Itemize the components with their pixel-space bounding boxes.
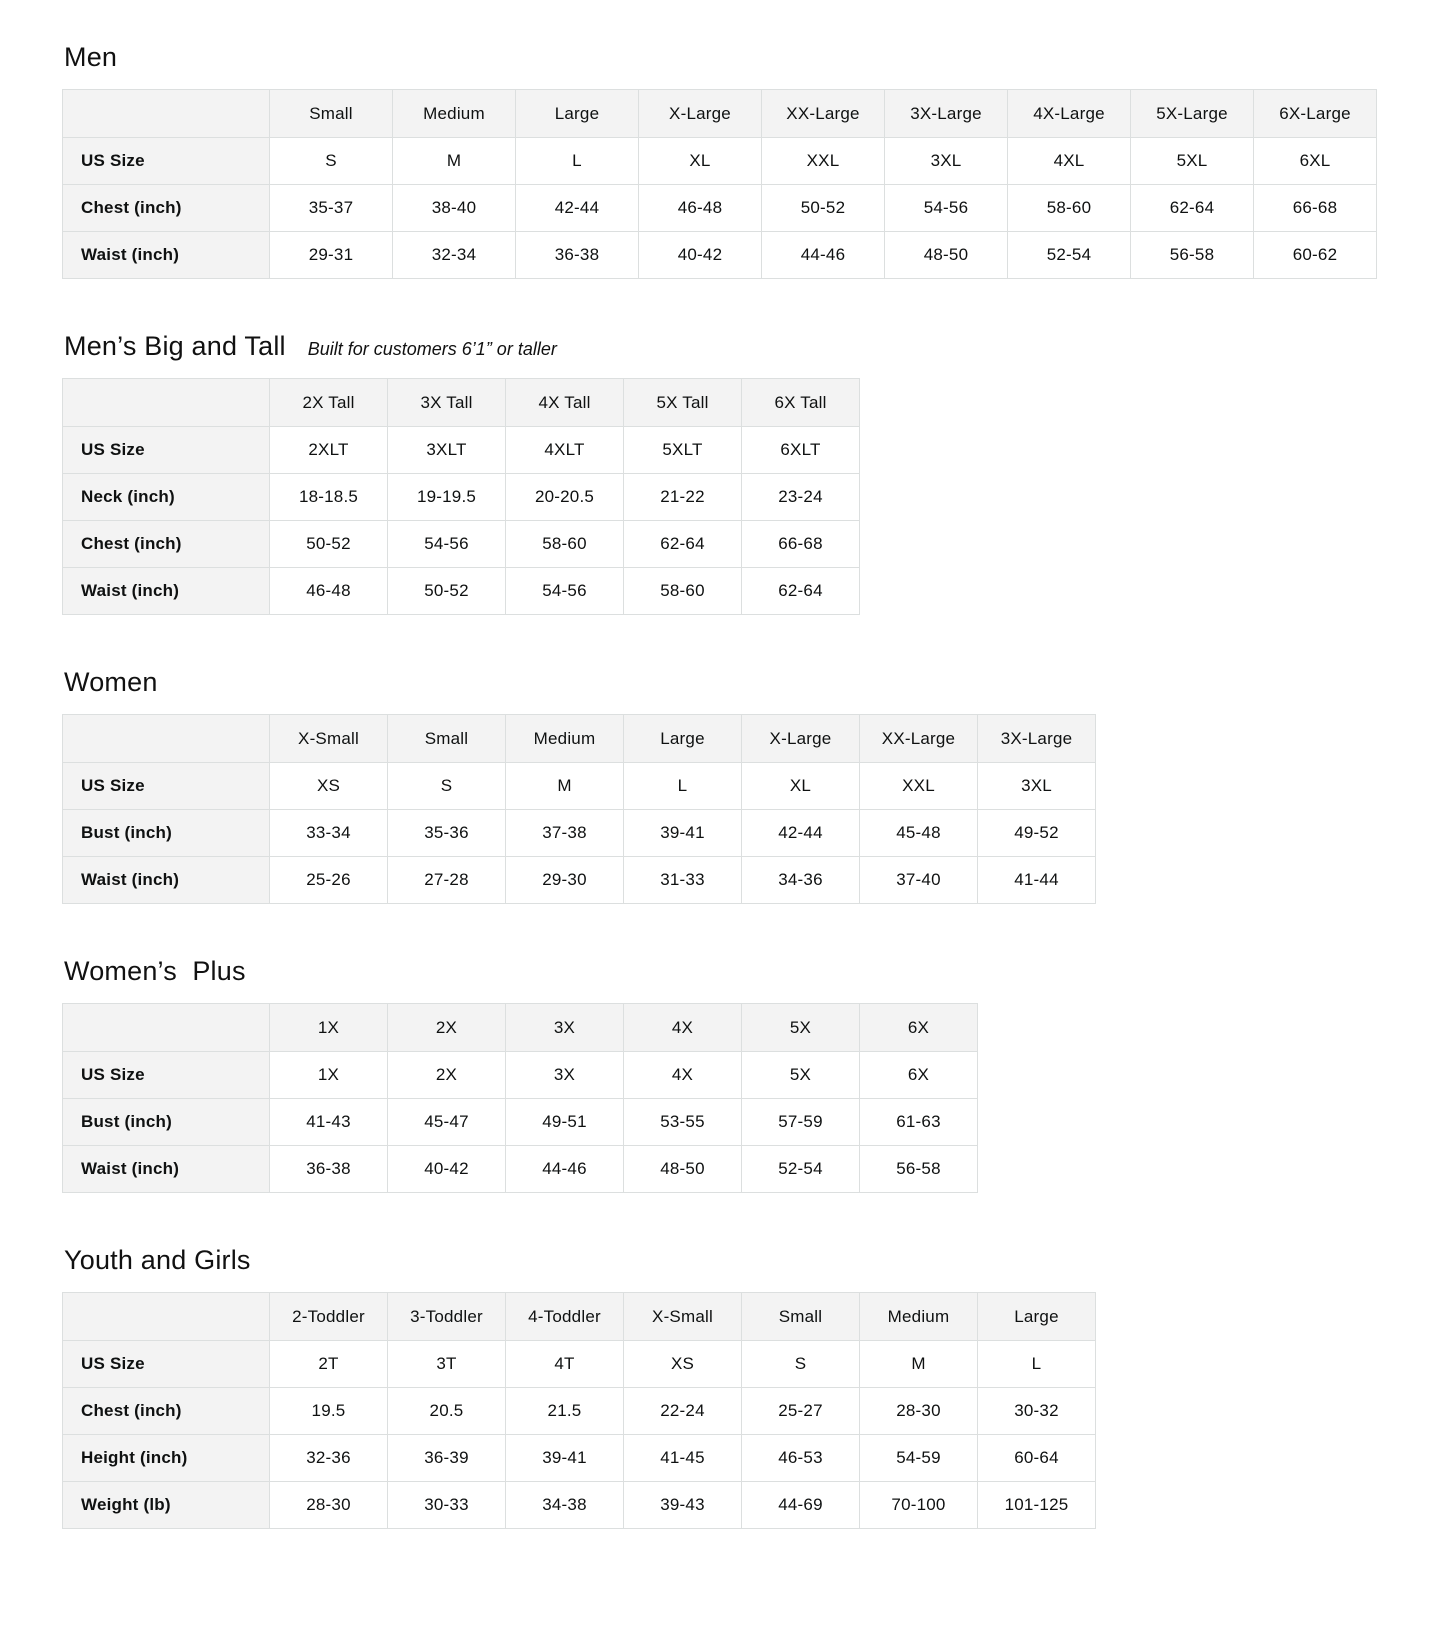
- column-header: 6X-Large: [1254, 90, 1377, 138]
- section-heading-womens-plus: [64, 954, 1425, 989]
- size-cell: 46-48: [270, 568, 388, 615]
- size-cell: 38-40: [393, 185, 516, 232]
- column-header: X-Small: [270, 715, 388, 763]
- size-cell: 20.5: [388, 1388, 506, 1435]
- column-header-row: [63, 1004, 978, 1052]
- size-cell: 44-69: [742, 1482, 860, 1529]
- size-cell: 61-63: [860, 1099, 978, 1146]
- size-cell: 70-100: [860, 1482, 978, 1529]
- size-cell: 54-59: [860, 1435, 978, 1482]
- column-header: Small: [388, 715, 506, 763]
- table-row: [63, 1146, 978, 1193]
- size-cell: 46-48: [639, 185, 762, 232]
- size-cell: 57-59: [742, 1099, 860, 1146]
- corner-cell: [63, 715, 270, 763]
- size-cell: 29-31: [270, 232, 393, 279]
- row-label: Waist (inch): [63, 857, 270, 904]
- size-cell: 22-24: [624, 1388, 742, 1435]
- column-header: 3X-Large: [978, 715, 1096, 763]
- row-label: US Size: [63, 1341, 270, 1388]
- size-cell: 37-38: [506, 810, 624, 857]
- column-header: X-Large: [639, 90, 762, 138]
- size-cell: 4XL: [1008, 138, 1131, 185]
- size-cell: 3X: [506, 1052, 624, 1099]
- size-cell: M: [860, 1341, 978, 1388]
- row-label: US Size: [63, 427, 270, 474]
- corner-cell: [63, 90, 270, 138]
- size-cell: 50-52: [388, 568, 506, 615]
- size-cell: 45-48: [860, 810, 978, 857]
- size-cell: 3T: [388, 1341, 506, 1388]
- size-section-womens-plus: [62, 954, 1425, 1193]
- size-cell: 32-34: [393, 232, 516, 279]
- size-cell: 19.5: [270, 1388, 388, 1435]
- size-cell: 29-30: [506, 857, 624, 904]
- table-row: [63, 521, 860, 568]
- column-header: 6X Tall: [742, 379, 860, 427]
- column-header-row: [63, 1293, 1096, 1341]
- size-cell: 60-64: [978, 1435, 1096, 1482]
- size-cell: XL: [742, 763, 860, 810]
- size-cell: 34-38: [506, 1482, 624, 1529]
- size-cell: 5XLT: [624, 427, 742, 474]
- size-cell: 48-50: [885, 232, 1008, 279]
- size-cell: 66-68: [742, 521, 860, 568]
- size-cell: 18-18.5: [270, 474, 388, 521]
- size-cell: 48-50: [624, 1146, 742, 1193]
- size-cell: 56-58: [1131, 232, 1254, 279]
- table-row: [63, 138, 1377, 185]
- column-header: 3-Toddler: [388, 1293, 506, 1341]
- column-header: Small: [742, 1293, 860, 1341]
- size-cell: 101-125: [978, 1482, 1096, 1529]
- size-cell: S: [270, 138, 393, 185]
- size-cell: 19-19.5: [388, 474, 506, 521]
- table-row: [63, 857, 1096, 904]
- table-row: [63, 427, 860, 474]
- column-header: 4-Toddler: [506, 1293, 624, 1341]
- size-cell: 3XL: [978, 763, 1096, 810]
- womens-plus-size-table: [62, 1003, 978, 1193]
- size-cell: 6X: [860, 1052, 978, 1099]
- size-cell: S: [742, 1341, 860, 1388]
- size-cell: 52-54: [1008, 232, 1131, 279]
- section-title: Men: [64, 42, 118, 72]
- size-cell: 54-56: [388, 521, 506, 568]
- column-header: 3X: [506, 1004, 624, 1052]
- size-cell: 36-39: [388, 1435, 506, 1482]
- size-cell: 4XLT: [506, 427, 624, 474]
- column-header: Large: [624, 715, 742, 763]
- size-cell: 21-22: [624, 474, 742, 521]
- column-header: Medium: [860, 1293, 978, 1341]
- section-title: Women: [64, 667, 158, 698]
- size-cell: 62-64: [624, 521, 742, 568]
- size-cell: 28-30: [860, 1388, 978, 1435]
- size-cell: 3XL: [885, 138, 1008, 185]
- size-cell: 30-33: [388, 1482, 506, 1529]
- section-title: Women’s Plus: [64, 956, 246, 987]
- size-cell: 40-42: [639, 232, 762, 279]
- size-cell: 27-28: [388, 857, 506, 904]
- size-cell: 58-60: [1008, 185, 1131, 232]
- size-cell: 32-36: [270, 1435, 388, 1482]
- size-cell: 56-58: [860, 1146, 978, 1193]
- column-header: Medium: [393, 90, 516, 138]
- column-header: 1X: [270, 1004, 388, 1052]
- size-cell: L: [624, 763, 742, 810]
- size-cell: 23-24: [742, 474, 860, 521]
- size-cell: 46-53: [742, 1435, 860, 1482]
- size-cell: 4T: [506, 1341, 624, 1388]
- row-label: Height (inch): [63, 1435, 270, 1482]
- column-header-row: [63, 379, 860, 427]
- table-row: [63, 1482, 1096, 1529]
- row-label: US Size: [63, 763, 270, 810]
- size-cell: 25-27: [742, 1388, 860, 1435]
- section-subtitle: Built for customers 6’1” or taller: [307, 339, 557, 360]
- mens-big-and-tall-size-table: [62, 378, 860, 615]
- size-cell: 34-36: [742, 857, 860, 904]
- section-heading-women: [64, 665, 1425, 700]
- column-header: 5X-Large: [1131, 90, 1254, 138]
- size-cell: 41-43: [270, 1099, 388, 1146]
- size-cell: 62-64: [1131, 185, 1254, 232]
- row-label: Chest (inch): [63, 521, 270, 568]
- row-label: Chest (inch): [63, 1388, 270, 1435]
- size-section-mens-big-and-tall: [62, 329, 1425, 615]
- table-row: [63, 1341, 1096, 1388]
- size-cell: 20-20.5: [506, 474, 624, 521]
- column-header: 4X: [624, 1004, 742, 1052]
- size-cell: 39-43: [624, 1482, 742, 1529]
- table-row: [63, 232, 1377, 279]
- size-cell: 44-46: [762, 232, 885, 279]
- corner-cell: [63, 379, 270, 427]
- column-header-row: [63, 90, 1377, 138]
- table-row: [63, 810, 1096, 857]
- size-section-women: [62, 665, 1425, 904]
- row-label: US Size: [63, 138, 270, 185]
- column-header: 4X Tall: [506, 379, 624, 427]
- row-label: Neck (inch): [63, 474, 270, 521]
- youth-and-girls-size-table: [62, 1292, 1096, 1529]
- column-header: Medium: [506, 715, 624, 763]
- row-label: Waist (inch): [63, 232, 270, 279]
- size-cell: 2T: [270, 1341, 388, 1388]
- size-cell: 45-47: [388, 1099, 506, 1146]
- size-cell: L: [516, 138, 639, 185]
- column-header: Large: [516, 90, 639, 138]
- size-cell: M: [393, 138, 516, 185]
- size-cell: 50-52: [762, 185, 885, 232]
- size-cell: 4X: [624, 1052, 742, 1099]
- size-cell: 53-55: [624, 1099, 742, 1146]
- size-cell: 39-41: [506, 1435, 624, 1482]
- size-cell: 54-56: [885, 185, 1008, 232]
- column-header: Large: [978, 1293, 1096, 1341]
- size-cell: S: [388, 763, 506, 810]
- table-row: [63, 474, 860, 521]
- size-cell: 35-37: [270, 185, 393, 232]
- size-cell: 3XLT: [388, 427, 506, 474]
- size-cell: 58-60: [624, 568, 742, 615]
- size-cell: 49-51: [506, 1099, 624, 1146]
- section-heading-youth-and-girls: [64, 1243, 1425, 1278]
- size-cell: 5XL: [1131, 138, 1254, 185]
- section-heading-men: [64, 40, 1425, 75]
- size-cell: 2X: [388, 1052, 506, 1099]
- size-cell: 36-38: [516, 232, 639, 279]
- size-cell: 42-44: [516, 185, 639, 232]
- size-section-youth-and-girls: [62, 1243, 1425, 1529]
- section-title: Men’s Big and Tall: [64, 331, 286, 362]
- table-row: [63, 185, 1377, 232]
- size-cell: 1X: [270, 1052, 388, 1099]
- table-row: [63, 1435, 1096, 1482]
- size-cell: 58-60: [506, 521, 624, 568]
- size-cell: 31-33: [624, 857, 742, 904]
- column-header: Small: [270, 90, 393, 138]
- row-label: Waist (inch): [63, 1146, 270, 1193]
- row-label: Weight (lb): [63, 1482, 270, 1529]
- row-label: US Size: [63, 1052, 270, 1099]
- size-cell: 49-52: [978, 810, 1096, 857]
- size-cell: 60-62: [1254, 232, 1377, 279]
- column-header: XX-Large: [860, 715, 978, 763]
- table-row: [63, 1388, 1096, 1435]
- size-cell: M: [506, 763, 624, 810]
- size-cell: XXL: [860, 763, 978, 810]
- women-size-table: [62, 714, 1096, 904]
- size-cell: 39-41: [624, 810, 742, 857]
- size-cell: 42-44: [742, 810, 860, 857]
- size-cell: 6XL: [1254, 138, 1377, 185]
- section-title: Youth and Girls: [64, 1245, 251, 1276]
- column-header: 5X: [742, 1004, 860, 1052]
- size-cell: 36-38: [270, 1146, 388, 1193]
- row-label: Chest (inch): [63, 185, 270, 232]
- column-header: 2X: [388, 1004, 506, 1052]
- size-cell: 62-64: [742, 568, 860, 615]
- column-header: 6X: [860, 1004, 978, 1052]
- column-header: 3X Tall: [388, 379, 506, 427]
- size-cell: 30-32: [978, 1388, 1096, 1435]
- size-cell: 44-46: [506, 1146, 624, 1193]
- size-cell: 52-54: [742, 1146, 860, 1193]
- column-header: 5X Tall: [624, 379, 742, 427]
- table-row: [63, 1099, 978, 1146]
- row-label: Bust (inch): [63, 1099, 270, 1146]
- column-header-row: [63, 715, 1096, 763]
- size-cell: 37-40: [860, 857, 978, 904]
- size-cell: 40-42: [388, 1146, 506, 1193]
- column-header: 2X Tall: [270, 379, 388, 427]
- table-row: [63, 1052, 978, 1099]
- size-cell: XS: [624, 1341, 742, 1388]
- size-cell: XXL: [762, 138, 885, 185]
- column-header: X-Small: [624, 1293, 742, 1341]
- size-cell: 33-34: [270, 810, 388, 857]
- corner-cell: [63, 1293, 270, 1341]
- size-cell: L: [978, 1341, 1096, 1388]
- table-row: [63, 568, 860, 615]
- sections-container: [62, 40, 1425, 1529]
- size-cell: 25-26: [270, 857, 388, 904]
- size-cell: 50-52: [270, 521, 388, 568]
- size-cell: 41-44: [978, 857, 1096, 904]
- men-size-table: [62, 89, 1377, 279]
- column-header: X-Large: [742, 715, 860, 763]
- size-cell: XL: [639, 138, 762, 185]
- section-heading-mens-big-and-tall: [64, 329, 1425, 364]
- size-cell: XS: [270, 763, 388, 810]
- column-header: XX-Large: [762, 90, 885, 138]
- column-header: 3X-Large: [885, 90, 1008, 138]
- column-header: 4X-Large: [1008, 90, 1131, 138]
- table-row: [63, 763, 1096, 810]
- column-header: 2-Toddler: [270, 1293, 388, 1341]
- size-section-men: [62, 40, 1425, 279]
- size-cell: 2XLT: [270, 427, 388, 474]
- size-cell: 35-36: [388, 810, 506, 857]
- row-label: Waist (inch): [63, 568, 270, 615]
- size-cell: 6XLT: [742, 427, 860, 474]
- size-cell: 41-45: [624, 1435, 742, 1482]
- size-cell: 28-30: [270, 1482, 388, 1529]
- size-cell: 66-68: [1254, 185, 1377, 232]
- corner-cell: [63, 1004, 270, 1052]
- row-label: Bust (inch): [63, 810, 270, 857]
- size-cell: 54-56: [506, 568, 624, 615]
- size-cell: 21.5: [506, 1388, 624, 1435]
- size-cell: 5X: [742, 1052, 860, 1099]
